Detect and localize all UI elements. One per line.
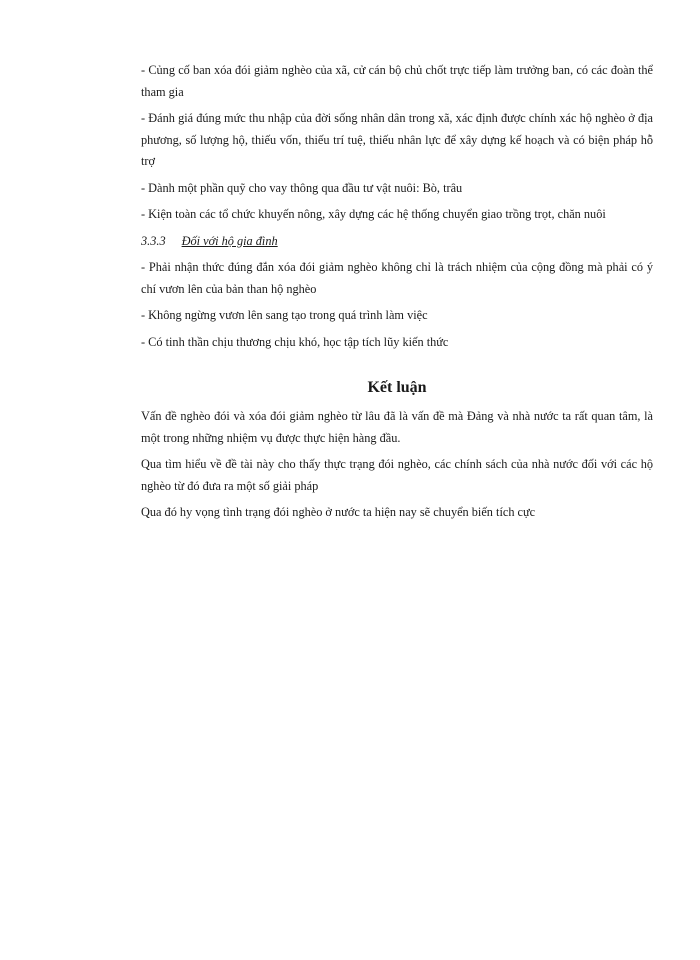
conclusion-paragraph-2: Qua tìm hiểu về đề tài này cho thấy thực trạng đói nghèo, các chính sách của nhà nước đối với các hộ nghèo từ đó đưa ra một số giải pháp	[141, 457, 653, 493]
community-item-3: - Dành một phần quỹ cho vay thông qua đầu tư vật nuôi: Bò, trâu	[141, 180, 463, 195]
household-section-number: 3.3.3	[141, 233, 166, 248]
household-section-title: Đối với hộ gia đình	[181, 233, 278, 248]
community-item-4: - Kiện toàn các tổ chức khuyến nông, xây dựng các hệ thống chuyển giao trồng trọt, chăn nuôi	[141, 207, 606, 221]
household-item-2: - Không ngừng vươn lên sang tạo trong quá trình làm việc	[141, 308, 428, 322]
page-content	[141, 60, 653, 524]
conclusion-heading: Kết luận	[367, 379, 427, 396]
household-item-3: - Có tinh thần chịu thương chịu khó, học tập tích lũy kiến thức	[141, 334, 449, 349]
conclusion-paragraph-1: Vấn đề nghèo đói và xóa đói giảm nghèo từ lâu đã là vấn đề mà Đảng và nhà nước ta rất quan tâm, là một trong những nhiệm vụ được thực hiện hàng đầu.	[141, 409, 653, 445]
household-section-heading	[141, 231, 653, 253]
community-item-2: - Đánh giá đúng mức thu nhập của đời sống nhân dân trong xã, xác định được chính xác hộ nghèo ở địa phương, số lượng hộ, thiếu vốn, thiếu trí tuệ, thiếu nhân lực để xây dựng kế hoạch và có biện pháp hỗ trợ	[141, 111, 653, 168]
conclusion-paragraph-3: Qua đó hy vọng tình trạng đói nghèo ở nước ta hiện nay sẽ chuyển biến tích cực	[141, 505, 536, 519]
community-item-1: - Củng cố ban xóa đói giảm nghèo của xã, cử cán bộ chủ chốt trực tiếp làm trưởng ban, có các đoàn thể tham gia	[141, 63, 653, 99]
household-item-1: - Phải nhận thức đúng đắn xóa đói giảm nghèo không chỉ là trách nhiệm của cộng đồng mà phải có ý chí vươn lên của bản than hộ nghèo	[141, 260, 653, 296]
